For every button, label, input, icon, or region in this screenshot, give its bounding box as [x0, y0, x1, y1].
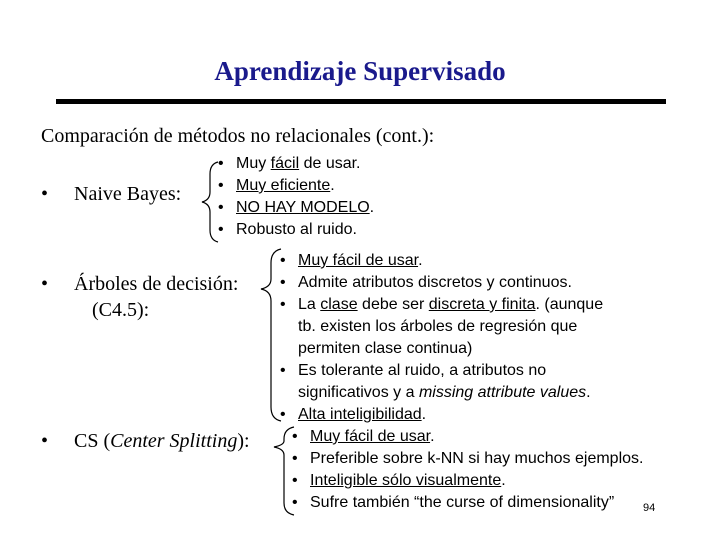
list-item [280, 294, 603, 316]
list-item [280, 404, 603, 426]
cs-label [74, 430, 250, 453]
item-text: de usar. [299, 155, 361, 172]
item-text: significativos y a [298, 384, 419, 401]
bullet: • [280, 362, 286, 379]
item-text: Es tolerante al ruido, a atributos no [298, 362, 547, 379]
list-item [292, 470, 643, 492]
bullet: • [280, 274, 286, 291]
bullet: • [292, 450, 298, 467]
item-continuation [280, 382, 603, 404]
list-item [280, 250, 603, 272]
item-text: . [430, 428, 435, 445]
bullet-cs: • [41, 430, 49, 452]
item-text: Robusto al ruido. [236, 221, 357, 238]
title-underline-rule [56, 99, 666, 104]
bullet: • [292, 472, 298, 489]
item-text: Muy [236, 155, 271, 172]
item-text: Preferible sobre k-NN si hay muchos ejemplos. [310, 450, 644, 467]
item-underlined-text: discreta y finita [428, 296, 536, 313]
item-continuation: tb. existen los árboles de regresión que [298, 318, 578, 335]
item-text: . [369, 199, 375, 216]
page-number: 94 [643, 502, 656, 514]
item-underlined-text: Muy fácil de usar [310, 428, 431, 445]
list-item [218, 219, 374, 241]
bullet: • [218, 155, 224, 172]
bullet: • [218, 199, 224, 216]
cs-list [292, 426, 643, 514]
item-continuation: permiten clase continua) [298, 340, 473, 357]
bullet: • [280, 296, 286, 313]
cs-label-text: ): [237, 430, 250, 452]
arboles-label: Árboles de decisión: [74, 273, 239, 295]
naive-bayes-label: Naive Bayes: [74, 183, 182, 205]
item-text: . [421, 406, 427, 423]
bullet-naive-bayes: • [41, 183, 49, 205]
bullet: • [280, 406, 286, 423]
list-item [292, 448, 643, 470]
bullet: • [218, 221, 224, 238]
slide-title: Aprendizaje Supervisado [214, 56, 506, 86]
bullet: • [280, 252, 286, 269]
list-item [292, 492, 643, 514]
item-underlined-text: clase [320, 296, 358, 313]
item-underlined-text: Alta inteligibilidad [298, 406, 422, 423]
list-item [218, 197, 374, 219]
item-underlined-text: Muy eficiente [236, 177, 331, 194]
arboles-label-c45: (C4.5): [92, 299, 150, 321]
slide-subtitle: Comparación de métodos no relacionales (cont.): [41, 125, 435, 147]
item-text: Admite atributos discretos y continuos. [298, 274, 572, 291]
item-text: La [298, 296, 321, 313]
list-item [280, 360, 603, 382]
list-item [292, 426, 643, 448]
bullet: • [218, 177, 224, 194]
cs-label-text: CS ( [74, 430, 111, 452]
naive-bayes-list [218, 153, 374, 241]
cs-label-italic: Center Splitting [110, 430, 238, 452]
item-text: . [418, 252, 423, 269]
item-text: . [501, 472, 506, 489]
item-text: . (aunque [535, 296, 604, 313]
list-item [280, 272, 603, 294]
item-text: debe ser [357, 296, 429, 313]
list-item [218, 175, 374, 197]
list-item [218, 153, 374, 175]
item-underlined-text: Muy fácil de usar [298, 252, 419, 269]
bullet-arboles: • [41, 273, 49, 295]
item-text: . [586, 384, 591, 401]
item-text: . [330, 177, 335, 194]
item-underlined-text: NO HAY MODELO [236, 199, 370, 216]
item-italic-text: missing attribute values [418, 384, 587, 401]
item-text: Sufre también “the curse of dimensionality” [310, 494, 615, 511]
item-underlined-text: fácil [270, 155, 300, 172]
bullet: • [292, 494, 298, 511]
bullet: • [292, 428, 298, 445]
item-underlined-text: Inteligible sólo visualmente [310, 472, 502, 489]
arboles-list [280, 250, 603, 426]
